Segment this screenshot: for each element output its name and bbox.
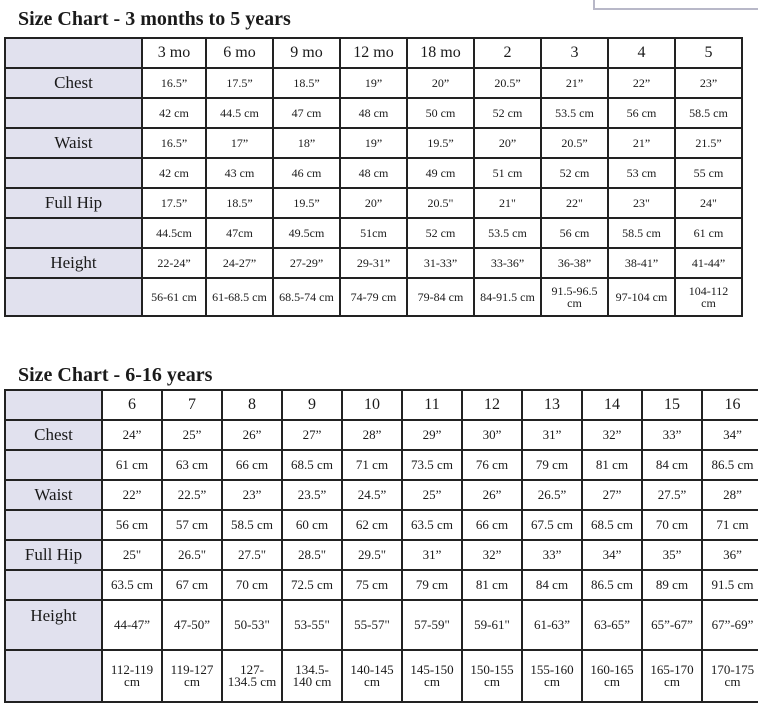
unit-row-label <box>5 450 102 480</box>
measurement-cell: 28” <box>342 420 402 450</box>
measurement-cell: 32” <box>462 540 522 570</box>
measurement-cell: 43 cm <box>206 158 273 188</box>
measurement-cell: 53 cm <box>608 158 675 188</box>
measurement-cell: 160-165 cm <box>582 650 642 702</box>
measurement-row <box>5 570 758 600</box>
measurement-cell: 91.5-96.5 cm <box>541 278 608 316</box>
measurement-cell: 34” <box>582 540 642 570</box>
measurement-cell: 53.5 cm <box>541 98 608 128</box>
measurement-cell: 84 cm <box>522 570 582 600</box>
measurement-cell: 63.5 cm <box>102 570 162 600</box>
measurement-row <box>5 218 742 248</box>
measurement-cell: 26” <box>462 480 522 510</box>
measurement-cell: 63-65” <box>582 600 642 650</box>
measurement-cell: 36” <box>702 540 758 570</box>
measurement-cell: 17.5” <box>206 68 273 98</box>
measurement-cell: 155-160 cm <box>522 650 582 702</box>
measurement-cell: 79 cm <box>522 450 582 480</box>
measurement-row <box>5 480 758 510</box>
measurement-row <box>5 188 742 218</box>
measurement-cell: 21.5” <box>675 128 742 158</box>
measurement-cell: 25” <box>402 480 462 510</box>
size-header-cell: 16 <box>702 390 758 420</box>
measurement-cell: 20.5” <box>541 128 608 158</box>
measurement-cell: 23.5” <box>282 480 342 510</box>
measurement-row <box>5 98 742 128</box>
unit-row-label <box>5 278 142 316</box>
measurement-row <box>5 420 758 450</box>
measurement-cell: 58.5 cm <box>608 218 675 248</box>
measurement-cell: 41-44” <box>675 248 742 278</box>
measurement-cell: 81 cm <box>462 570 522 600</box>
unit-row-label <box>5 158 142 188</box>
measurement-cell: 134.5-140 cm <box>282 650 342 702</box>
size-header-cell: 15 <box>642 390 702 420</box>
measurement-cell: 20.5” <box>474 68 541 98</box>
measurement-cell: 28” <box>702 480 758 510</box>
measurement-cell: 16.5” <box>142 128 206 158</box>
measurement-cell: 32” <box>582 420 642 450</box>
measurement-cell: 68.5 cm <box>582 510 642 540</box>
size-header-cell: 9 mo <box>273 38 340 68</box>
measurement-cell: 70 cm <box>222 570 282 600</box>
measurement-cell: 34” <box>702 420 758 450</box>
measurement-cell: 65”-67” <box>642 600 702 650</box>
measurement-cell: 20” <box>340 188 407 218</box>
measurement-cell: 51cm <box>340 218 407 248</box>
measurement-label: Full Hip <box>5 540 102 570</box>
measurement-row <box>5 128 742 158</box>
measurement-cell: 104-112 cm <box>675 278 742 316</box>
size-header-cell: 14 <box>582 390 642 420</box>
measurement-cell: 25” <box>162 420 222 450</box>
measurement-cell: 36-38” <box>541 248 608 278</box>
measurement-cell: 24" <box>675 188 742 218</box>
measurement-cell: 51 cm <box>474 158 541 188</box>
measurement-cell: 56 cm <box>541 218 608 248</box>
measurement-cell: 63 cm <box>162 450 222 480</box>
measurement-cell: 170-175 cm <box>702 650 758 702</box>
measurement-row <box>5 248 742 278</box>
measurement-row <box>5 278 742 316</box>
measurement-cell: 17” <box>206 128 273 158</box>
measurement-row <box>5 600 758 650</box>
size-header-cell: 8 <box>222 390 282 420</box>
measurement-cell: 21” <box>608 128 675 158</box>
measurement-cell: 24-27” <box>206 248 273 278</box>
measurement-label: Full Hip <box>5 188 142 218</box>
measurement-cell: 42 cm <box>142 158 206 188</box>
chart2-title: Size Chart - 6-16 years <box>18 364 213 386</box>
measurement-cell: 19” <box>340 68 407 98</box>
measurement-row <box>5 510 758 540</box>
measurement-cell: 127-134.5 cm <box>222 650 282 702</box>
measurement-cell: 61-63” <box>522 600 582 650</box>
measurement-cell: 48 cm <box>340 98 407 128</box>
size-header-cell: 6 <box>102 390 162 420</box>
measurement-cell: 58.5 cm <box>222 510 282 540</box>
measurement-cell: 27” <box>582 480 642 510</box>
measurement-cell: 97-104 cm <box>608 278 675 316</box>
size-header-cell: 3 mo <box>142 38 206 68</box>
measurement-cell: 28.5" <box>282 540 342 570</box>
measurement-cell: 63.5 cm <box>402 510 462 540</box>
measurement-cell: 20” <box>474 128 541 158</box>
measurement-cell: 61 cm <box>102 450 162 480</box>
measurement-cell: 61-68.5 cm <box>206 278 273 316</box>
measurement-cell: 21" <box>474 188 541 218</box>
measurement-cell: 56 cm <box>102 510 162 540</box>
measurement-cell: 22” <box>608 68 675 98</box>
measurement-row <box>5 68 742 98</box>
measurement-cell: 58.5 cm <box>675 98 742 128</box>
measurement-cell: 145-150 cm <box>402 650 462 702</box>
measurement-cell: 75 cm <box>342 570 402 600</box>
measurement-cell: 73.5 cm <box>402 450 462 480</box>
measurement-cell: 18” <box>273 128 340 158</box>
size-chart-toddler <box>4 37 743 317</box>
header-corner-cell <box>5 38 142 68</box>
measurement-cell: 53.5 cm <box>474 218 541 248</box>
measurement-cell: 66 cm <box>222 450 282 480</box>
measurement-cell: 46 cm <box>273 158 340 188</box>
measurement-label: Height <box>5 600 102 650</box>
measurement-row <box>5 158 742 188</box>
measurement-cell: 31” <box>522 420 582 450</box>
size-header-cell: 4 <box>608 38 675 68</box>
measurement-cell: 44-47” <box>102 600 162 650</box>
size-header-cell: 18 mo <box>407 38 474 68</box>
measurement-cell: 18.5” <box>273 68 340 98</box>
measurement-cell: 76 cm <box>462 450 522 480</box>
measurement-cell: 26.5" <box>162 540 222 570</box>
measurement-cell: 47 cm <box>273 98 340 128</box>
measurement-cell: 35” <box>642 540 702 570</box>
measurement-cell: 91.5 cm <box>702 570 758 600</box>
measurement-cell: 25" <box>102 540 162 570</box>
measurement-cell: 20.5" <box>407 188 474 218</box>
size-header-cell: 12 mo <box>340 38 407 68</box>
size-header-cell: 6 mo <box>206 38 273 68</box>
measurement-cell: 84 cm <box>642 450 702 480</box>
measurement-cell: 71 cm <box>342 450 402 480</box>
measurement-cell: 52 cm <box>541 158 608 188</box>
measurement-cell: 56-61 cm <box>142 278 206 316</box>
measurement-cell: 29-31” <box>340 248 407 278</box>
measurement-cell: 57-59" <box>402 600 462 650</box>
size-header-cell: 2 <box>474 38 541 68</box>
size-header-cell: 13 <box>522 390 582 420</box>
measurement-cell: 49.5cm <box>273 218 340 248</box>
measurement-cell: 26.5” <box>522 480 582 510</box>
measurement-cell: 48 cm <box>340 158 407 188</box>
unit-row-label <box>5 98 142 128</box>
measurement-cell: 84-91.5 cm <box>474 278 541 316</box>
measurement-cell: 70 cm <box>642 510 702 540</box>
measurement-row <box>5 540 758 570</box>
measurement-cell: 61 cm <box>675 218 742 248</box>
measurement-cell: 27.5" <box>222 540 282 570</box>
measurement-cell: 68.5 cm <box>282 450 342 480</box>
unit-row-label <box>5 570 102 600</box>
measurement-cell: 140-145 cm <box>342 650 402 702</box>
measurement-cell: 19” <box>340 128 407 158</box>
measurement-cell: 16.5” <box>142 68 206 98</box>
size-chart-youth <box>4 389 758 703</box>
measurement-cell: 22.5” <box>162 480 222 510</box>
measurement-label: Waist <box>5 480 102 510</box>
measurement-cell: 22” <box>102 480 162 510</box>
measurement-cell: 49 cm <box>407 158 474 188</box>
measurement-cell: 74-79 cm <box>340 278 407 316</box>
measurement-cell: 112-119 cm <box>102 650 162 702</box>
measurement-cell: 60 cm <box>282 510 342 540</box>
measurement-row <box>5 450 758 480</box>
measurement-cell: 19.5” <box>273 188 340 218</box>
measurement-cell: 67”-69” <box>702 600 758 650</box>
measurement-cell: 68.5-74 cm <box>273 278 340 316</box>
measurement-cell: 57 cm <box>162 510 222 540</box>
measurement-cell: 79-84 cm <box>407 278 474 316</box>
header-corner-cell <box>5 390 102 420</box>
measurement-cell: 27” <box>282 420 342 450</box>
size-header-cell: 10 <box>342 390 402 420</box>
measurement-cell: 62 cm <box>342 510 402 540</box>
size-header-cell: 3 <box>541 38 608 68</box>
measurement-cell: 50 cm <box>407 98 474 128</box>
measurement-cell: 24.5” <box>342 480 402 510</box>
measurement-cell: 23” <box>222 480 282 510</box>
measurement-cell: 17.5” <box>142 188 206 218</box>
header-row <box>5 390 758 420</box>
measurement-cell: 44.5cm <box>142 218 206 248</box>
measurement-cell: 42 cm <box>142 98 206 128</box>
measurement-cell: 165-170 cm <box>642 650 702 702</box>
measurement-cell: 47-50” <box>162 600 222 650</box>
size-header-cell: 12 <box>462 390 522 420</box>
measurement-cell: 30” <box>462 420 522 450</box>
measurement-cell: 24” <box>102 420 162 450</box>
measurement-cell: 47cm <box>206 218 273 248</box>
measurement-cell: 29.5" <box>342 540 402 570</box>
measurement-cell: 29” <box>402 420 462 450</box>
measurement-cell: 22" <box>541 188 608 218</box>
size-header-cell: 5 <box>675 38 742 68</box>
measurement-cell: 66 cm <box>462 510 522 540</box>
measurement-cell: 59-61" <box>462 600 522 650</box>
measurement-label: Waist <box>5 128 142 158</box>
measurement-cell: 55-57" <box>342 600 402 650</box>
measurement-cell: 18.5” <box>206 188 273 218</box>
measurement-cell: 33-36” <box>474 248 541 278</box>
measurement-cell: 72.5 cm <box>282 570 342 600</box>
measurement-cell: 31” <box>402 540 462 570</box>
corner-decoration <box>593 0 758 10</box>
measurement-cell: 81 cm <box>582 450 642 480</box>
measurement-cell: 20” <box>407 68 474 98</box>
measurement-cell: 52 cm <box>474 98 541 128</box>
measurement-cell: 71 cm <box>702 510 758 540</box>
measurement-cell: 27-29” <box>273 248 340 278</box>
size-header-cell: 9 <box>282 390 342 420</box>
measurement-cell: 38-41” <box>608 248 675 278</box>
measurement-label: Height <box>5 248 142 278</box>
measurement-label: Chest <box>5 420 102 450</box>
measurement-cell: 79 cm <box>402 570 462 600</box>
measurement-row <box>5 650 758 702</box>
measurement-cell: 31-33” <box>407 248 474 278</box>
measurement-cell: 23” <box>675 68 742 98</box>
measurement-cell: 86.5 cm <box>702 450 758 480</box>
measurement-cell: 53-55" <box>282 600 342 650</box>
unit-row-label <box>5 218 142 248</box>
measurement-label: Chest <box>5 68 142 98</box>
measurement-cell: 26” <box>222 420 282 450</box>
measurement-cell: 50-53" <box>222 600 282 650</box>
chart1-title: Size Chart - 3 months to 5 years <box>18 8 291 30</box>
measurement-cell: 23" <box>608 188 675 218</box>
size-header-cell: 7 <box>162 390 222 420</box>
measurement-cell: 33” <box>522 540 582 570</box>
measurement-cell: 19.5” <box>407 128 474 158</box>
measurement-cell: 44.5 cm <box>206 98 273 128</box>
measurement-cell: 67 cm <box>162 570 222 600</box>
measurement-cell: 86.5 cm <box>582 570 642 600</box>
measurement-cell: 89 cm <box>642 570 702 600</box>
measurement-cell: 67.5 cm <box>522 510 582 540</box>
measurement-cell: 119-127 cm <box>162 650 222 702</box>
measurement-cell: 55 cm <box>675 158 742 188</box>
header-row <box>5 38 742 68</box>
unit-row-label <box>5 650 102 702</box>
measurement-cell: 52 cm <box>407 218 474 248</box>
measurement-cell: 33” <box>642 420 702 450</box>
measurement-cell: 27.5” <box>642 480 702 510</box>
measurement-cell: 21” <box>541 68 608 98</box>
unit-row-label <box>5 510 102 540</box>
measurement-cell: 150-155 cm <box>462 650 522 702</box>
size-header-cell: 11 <box>402 390 462 420</box>
measurement-cell: 22-24” <box>142 248 206 278</box>
measurement-cell: 56 cm <box>608 98 675 128</box>
